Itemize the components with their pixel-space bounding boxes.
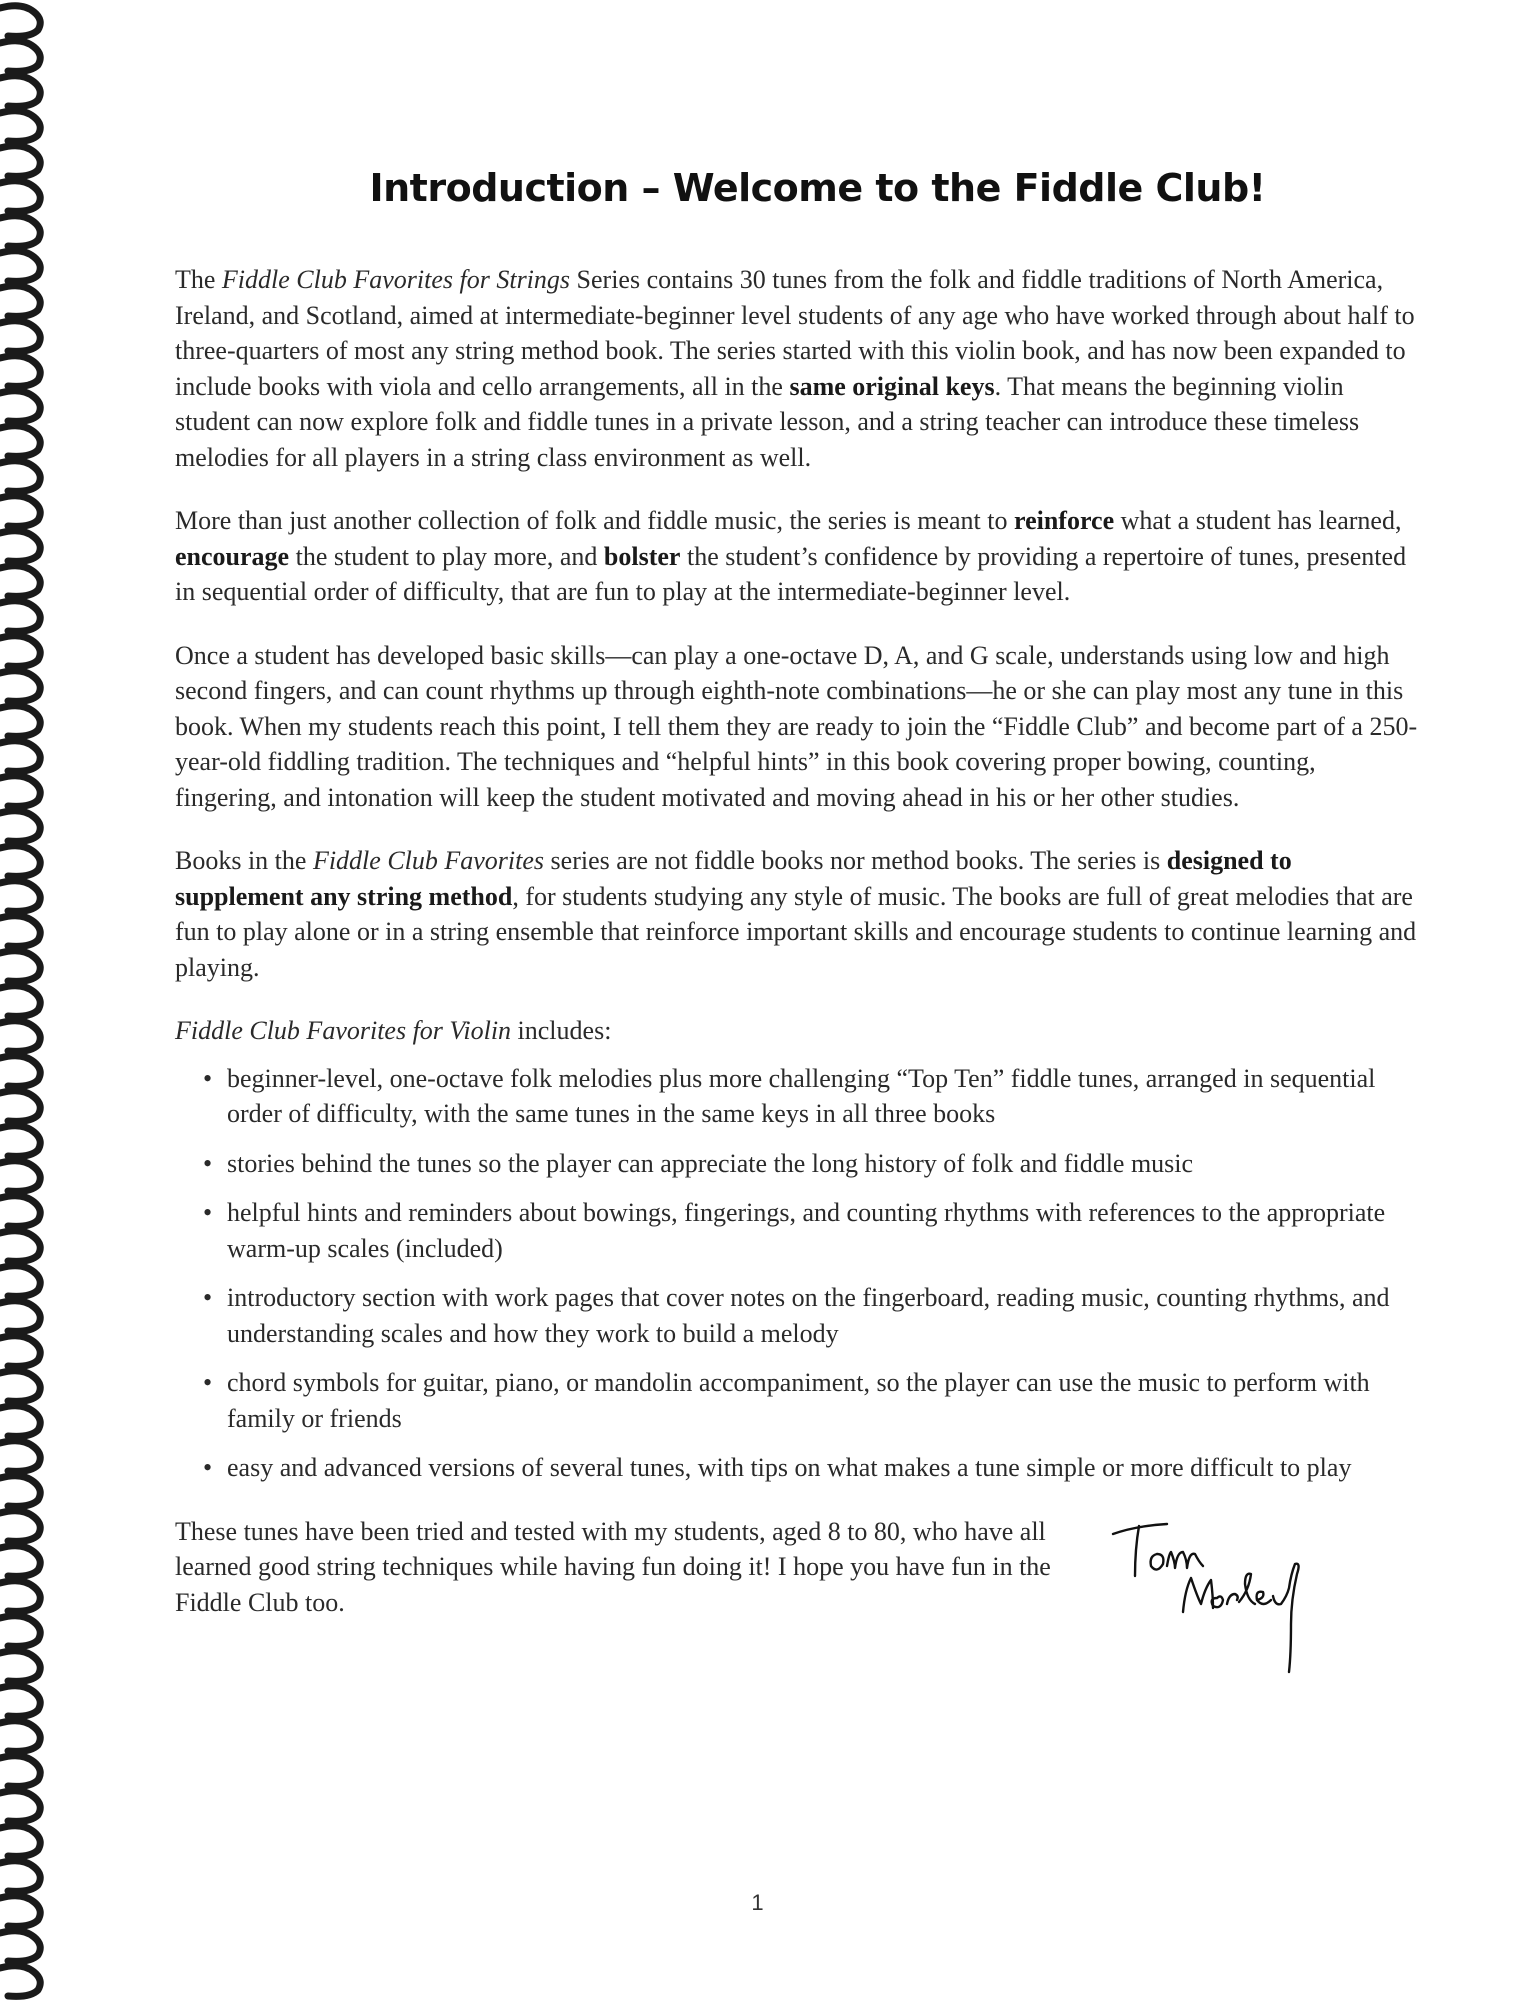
list-item: • easy and advanced versions of several tunes, with tips on what makes a tune simple or more difficult to play <box>175 1450 1420 1486</box>
spiral-coil <box>0 286 40 317</box>
spiral-coil <box>0 1301 40 1332</box>
spiral-coil <box>0 1686 40 1717</box>
emphasis-same-keys: same original keys <box>789 371 995 401</box>
spiral-coil <box>0 1966 40 1997</box>
spiral-coil <box>0 706 40 737</box>
spiral-coil <box>0 1126 40 1157</box>
spiral-coil <box>0 601 40 632</box>
intro-paragraph-4: Books in the Fiddle Club Favorites series are not fiddle books nor method books. The series is designed to supplement any string method, for students studying any style of music. The books are full of great melodies that are fun to play alone or in a string ensemble that reinforce important skills and encourage students to continue learning and playing. <box>175 846 1417 982</box>
spiral-coil <box>0 1161 40 1192</box>
bullet: • <box>203 1453 213 1482</box>
spiral-coil <box>0 881 40 912</box>
intro-paragraph-2: More than just another collection of folk and fiddle music, the series is meant to reinforce what a student has learned, encourage the student to play more, and bolster the student’s confidence by providing a repertoire of tunes, presented in sequential order of difficulty, that are fun to play at the intermediate-beginner level. <box>175 506 1407 606</box>
spiral-coil <box>0 1441 40 1472</box>
closing-section <box>175 1514 1420 1621</box>
emphasis-bolster: bolster <box>603 541 681 571</box>
spiral-coil <box>0 111 40 142</box>
spiral-coil <box>0 1861 40 1892</box>
list-item: • stories behind the tunes so the player can appreciate the long history of folk and fiddle music <box>175 1146 1420 1182</box>
includes-heading: Fiddle Club Favorites for Violin includes: <box>175 1016 612 1045</box>
spiral-coil <box>0 356 40 387</box>
features-list <box>175 1061 1420 1486</box>
spiral-coil <box>0 426 40 457</box>
spiral-coil <box>0 6 40 37</box>
series-name-short: Fiddle Club Favorites <box>312 846 545 875</box>
spiral-coil <box>0 1091 40 1122</box>
spiral-coil <box>0 1791 40 1822</box>
spiral-coil <box>0 321 40 352</box>
spiral-coil <box>0 1406 40 1437</box>
spiral-coil <box>0 1371 40 1402</box>
spiral-coil <box>0 846 40 877</box>
spiral-coil <box>0 1231 40 1262</box>
spiral-coil <box>0 741 40 772</box>
spiral-coil <box>0 1056 40 1087</box>
list-item: • chord symbols for guitar, piano, or mandolin accompaniment, so the player can use the music to perform with family or friends <box>175 1365 1420 1436</box>
spiral-coil <box>0 1931 40 1962</box>
spiral-coil <box>0 671 40 702</box>
spiral-coil <box>0 391 40 422</box>
list-item: • introductory section with work pages that cover notes on the fingerboard, reading music, counting rhythms, and understanding scales and how they work to build a melody <box>175 1280 1420 1351</box>
spiral-binding <box>0 0 60 2000</box>
spiral-coil <box>0 811 40 842</box>
signature-image <box>1105 1504 1365 1684</box>
spiral-coil <box>0 181 40 212</box>
spiral-coil <box>0 1476 40 1507</box>
spiral-coil <box>0 531 40 562</box>
spiral-coil <box>0 636 40 667</box>
spiral-coil <box>0 1756 40 1787</box>
page-number: 1 <box>751 1890 764 1915</box>
spiral-coil <box>0 41 40 72</box>
spiral-coil <box>0 216 40 247</box>
spiral-coil <box>0 1826 40 1857</box>
spiral-coil <box>0 1336 40 1367</box>
book-name: Fiddle Club Favorites for Violin <box>175 1016 512 1045</box>
spiral-coil <box>0 986 40 1017</box>
page-content <box>175 150 1420 1620</box>
intro-paragraph-3: Once a student has developed basic skills—can play a one-octave D, A, and G scale, understands using low and high second fingers, and can count rhythms up through eighth-note combinations—he or she can play most any tune in this book. When my students reach this point, I tell them they are ready to join the “Fiddle Club” and become part of a 250-year-old fiddling tradition. The techniques and “helpful hints” in this book covering proper bowing, counting, fingering, and intonation will keep the student motivated and moving ahead in his or her other studies. <box>175 640 1418 812</box>
emphasis-reinforce: reinforce <box>1014 506 1115 535</box>
emphasis-supplement: designed to supplement any string method <box>175 846 1292 911</box>
spiral-coil <box>0 146 40 177</box>
spiral-coil <box>0 1021 40 1052</box>
spiral-coil <box>0 566 40 597</box>
spiral-coil <box>0 951 40 982</box>
spiral-coil <box>0 1546 40 1577</box>
emphasis-encourage: encourage <box>175 541 290 571</box>
bullet: • <box>203 1198 213 1227</box>
spiral-coil <box>0 916 40 947</box>
spiral-coil <box>0 251 40 282</box>
spiral-coil <box>0 1196 40 1227</box>
bullet: • <box>203 1368 213 1397</box>
list-item: • helpful hints and reminders about bowings, fingerings, and counting rhythms with references to the appropriate warm-up scales (included) <box>175 1195 1420 1266</box>
spiral-coil <box>0 776 40 807</box>
series-name: Fiddle Club Favorites for Strings <box>221 265 571 294</box>
closing-paragraph: These tunes have been tried and tested with my students, aged 8 to 80, who have all learned good string techniques while having fun doing it! I hope you have fun in the Fiddle Club too. <box>175 1516 1051 1617</box>
spiral-coil <box>0 1651 40 1682</box>
spiral-coil <box>0 76 40 107</box>
spiral-coil <box>0 1511 40 1542</box>
spiral-coil <box>0 496 40 527</box>
spiral-coil <box>0 1616 40 1647</box>
spiral-coil <box>0 1266 40 1297</box>
spiral-coil <box>0 461 40 492</box>
bullet: • <box>203 1148 213 1178</box>
page-title: Introduction – Welcome to the Fiddle Club! <box>369 166 1266 210</box>
spiral-coil <box>0 1721 40 1752</box>
intro-paragraph-1: The Fiddle Club Favorites for Strings Series contains 30 tunes from the folk and fiddle traditions of North America, Ireland, and Scotland, aimed at intermediate-beginner level students of any age who have worked through about half to three-quarters of most any string method book. The series started with this violin book, and has now been expanded to include books with viola and cello arrangements, all in the same original keys. That means the beginning violin student can now explore folk and fiddle tunes in a private lesson, and a string teacher can introduce these timeless melodies for all players in a string class environment as well. <box>175 265 1415 472</box>
bullet: • <box>203 1063 213 1093</box>
spiral-coil <box>0 1581 40 1612</box>
bullet: • <box>203 1283 213 1312</box>
list-item: • beginner-level, one-octave folk melodies plus more challenging “Top Ten” fiddle tunes, arranged in sequential order of difficulty, with the same tunes in the same keys in all three books <box>175 1061 1420 1132</box>
